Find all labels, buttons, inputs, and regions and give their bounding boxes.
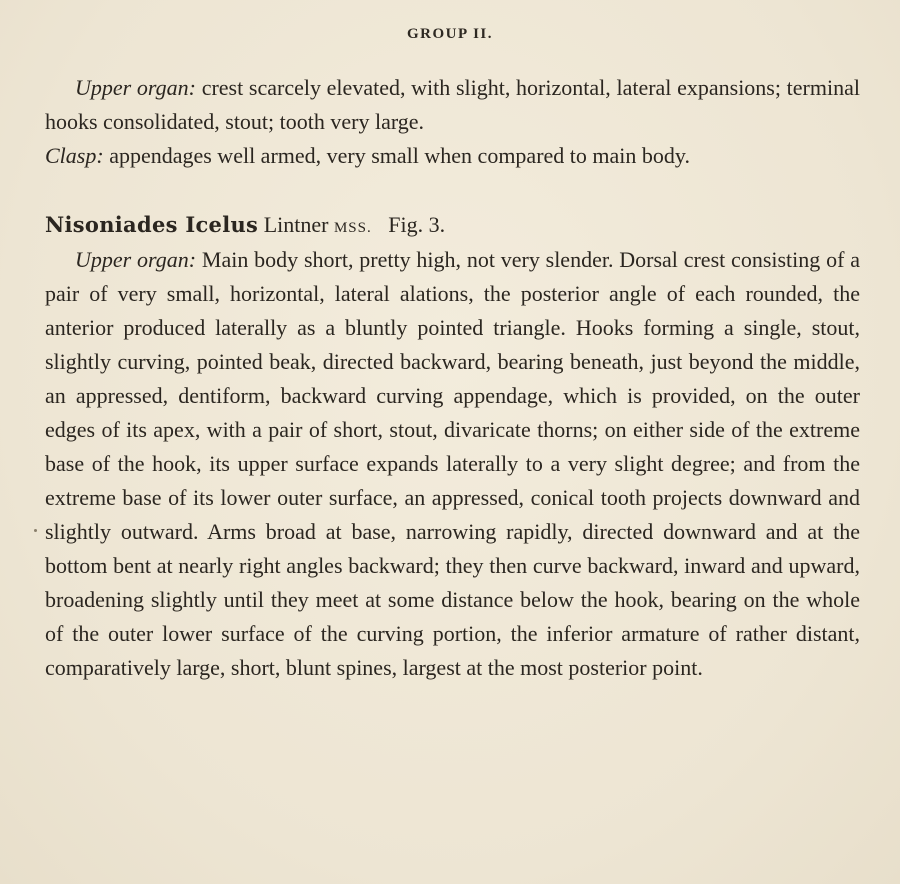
- clasp-text: appendages well armed, very small when compared to main body.: [109, 143, 690, 168]
- paragraph-species-description: [45, 243, 860, 685]
- species-description-text: Main body short, pretty high, not very slender. Dorsal crest consisting of a pair of very small, horizontal, lateral alations, the posterior angle of each rounded, the anterior produced laterally as a bluntly pointed triangle. Hooks forming a single, stout, slightly curving, pointed beak, directed backward, bearing beneath, just beyond the middle, an appressed, dentiform, backward curving appendage, which is provided, on the outer edges of its apex, with a pair of short, stout, divaricate thorns; on either side of the extreme base of the hook, its upper surface expands laterally to a very slight degree; and from the extreme base of its lower outer surface, an appressed, conical tooth projects downward and slightly outward. Arms broad at base, narrowing rapidly, directed downward and at the bottom bent at nearly right angles backward; they then curve backward, inward and upward, broadening slightly until they meet at some distance below the hook, bearing on the whole of the outer lower surface of the curving portion, the inferior armature of rather distant, comparatively large, short, blunt spines, largest at the most posterior point.: [45, 247, 860, 680]
- upper-organ-text: crest scarcely elevated, with slight, horizontal, lateral expansions; terminal hooks consolidated, stout; tooth very large.: [45, 75, 860, 134]
- upper-organ-label-2: Upper organ:: [75, 247, 197, 272]
- species-author: Lintner: [263, 212, 329, 237]
- margin-speck: [34, 529, 37, 532]
- species-heading: [45, 209, 860, 244]
- figure-reference: Fig. 3.: [388, 212, 446, 237]
- upper-organ-label: Upper organ:: [75, 75, 196, 100]
- species-name: Nisoniades Icelus: [45, 212, 259, 237]
- species-mss: MSS.: [333, 220, 372, 236]
- page-heading: GROUP II.: [406, 26, 493, 42]
- clasp-label: Clasp:: [45, 143, 104, 168]
- paragraph-group-description: [45, 71, 860, 173]
